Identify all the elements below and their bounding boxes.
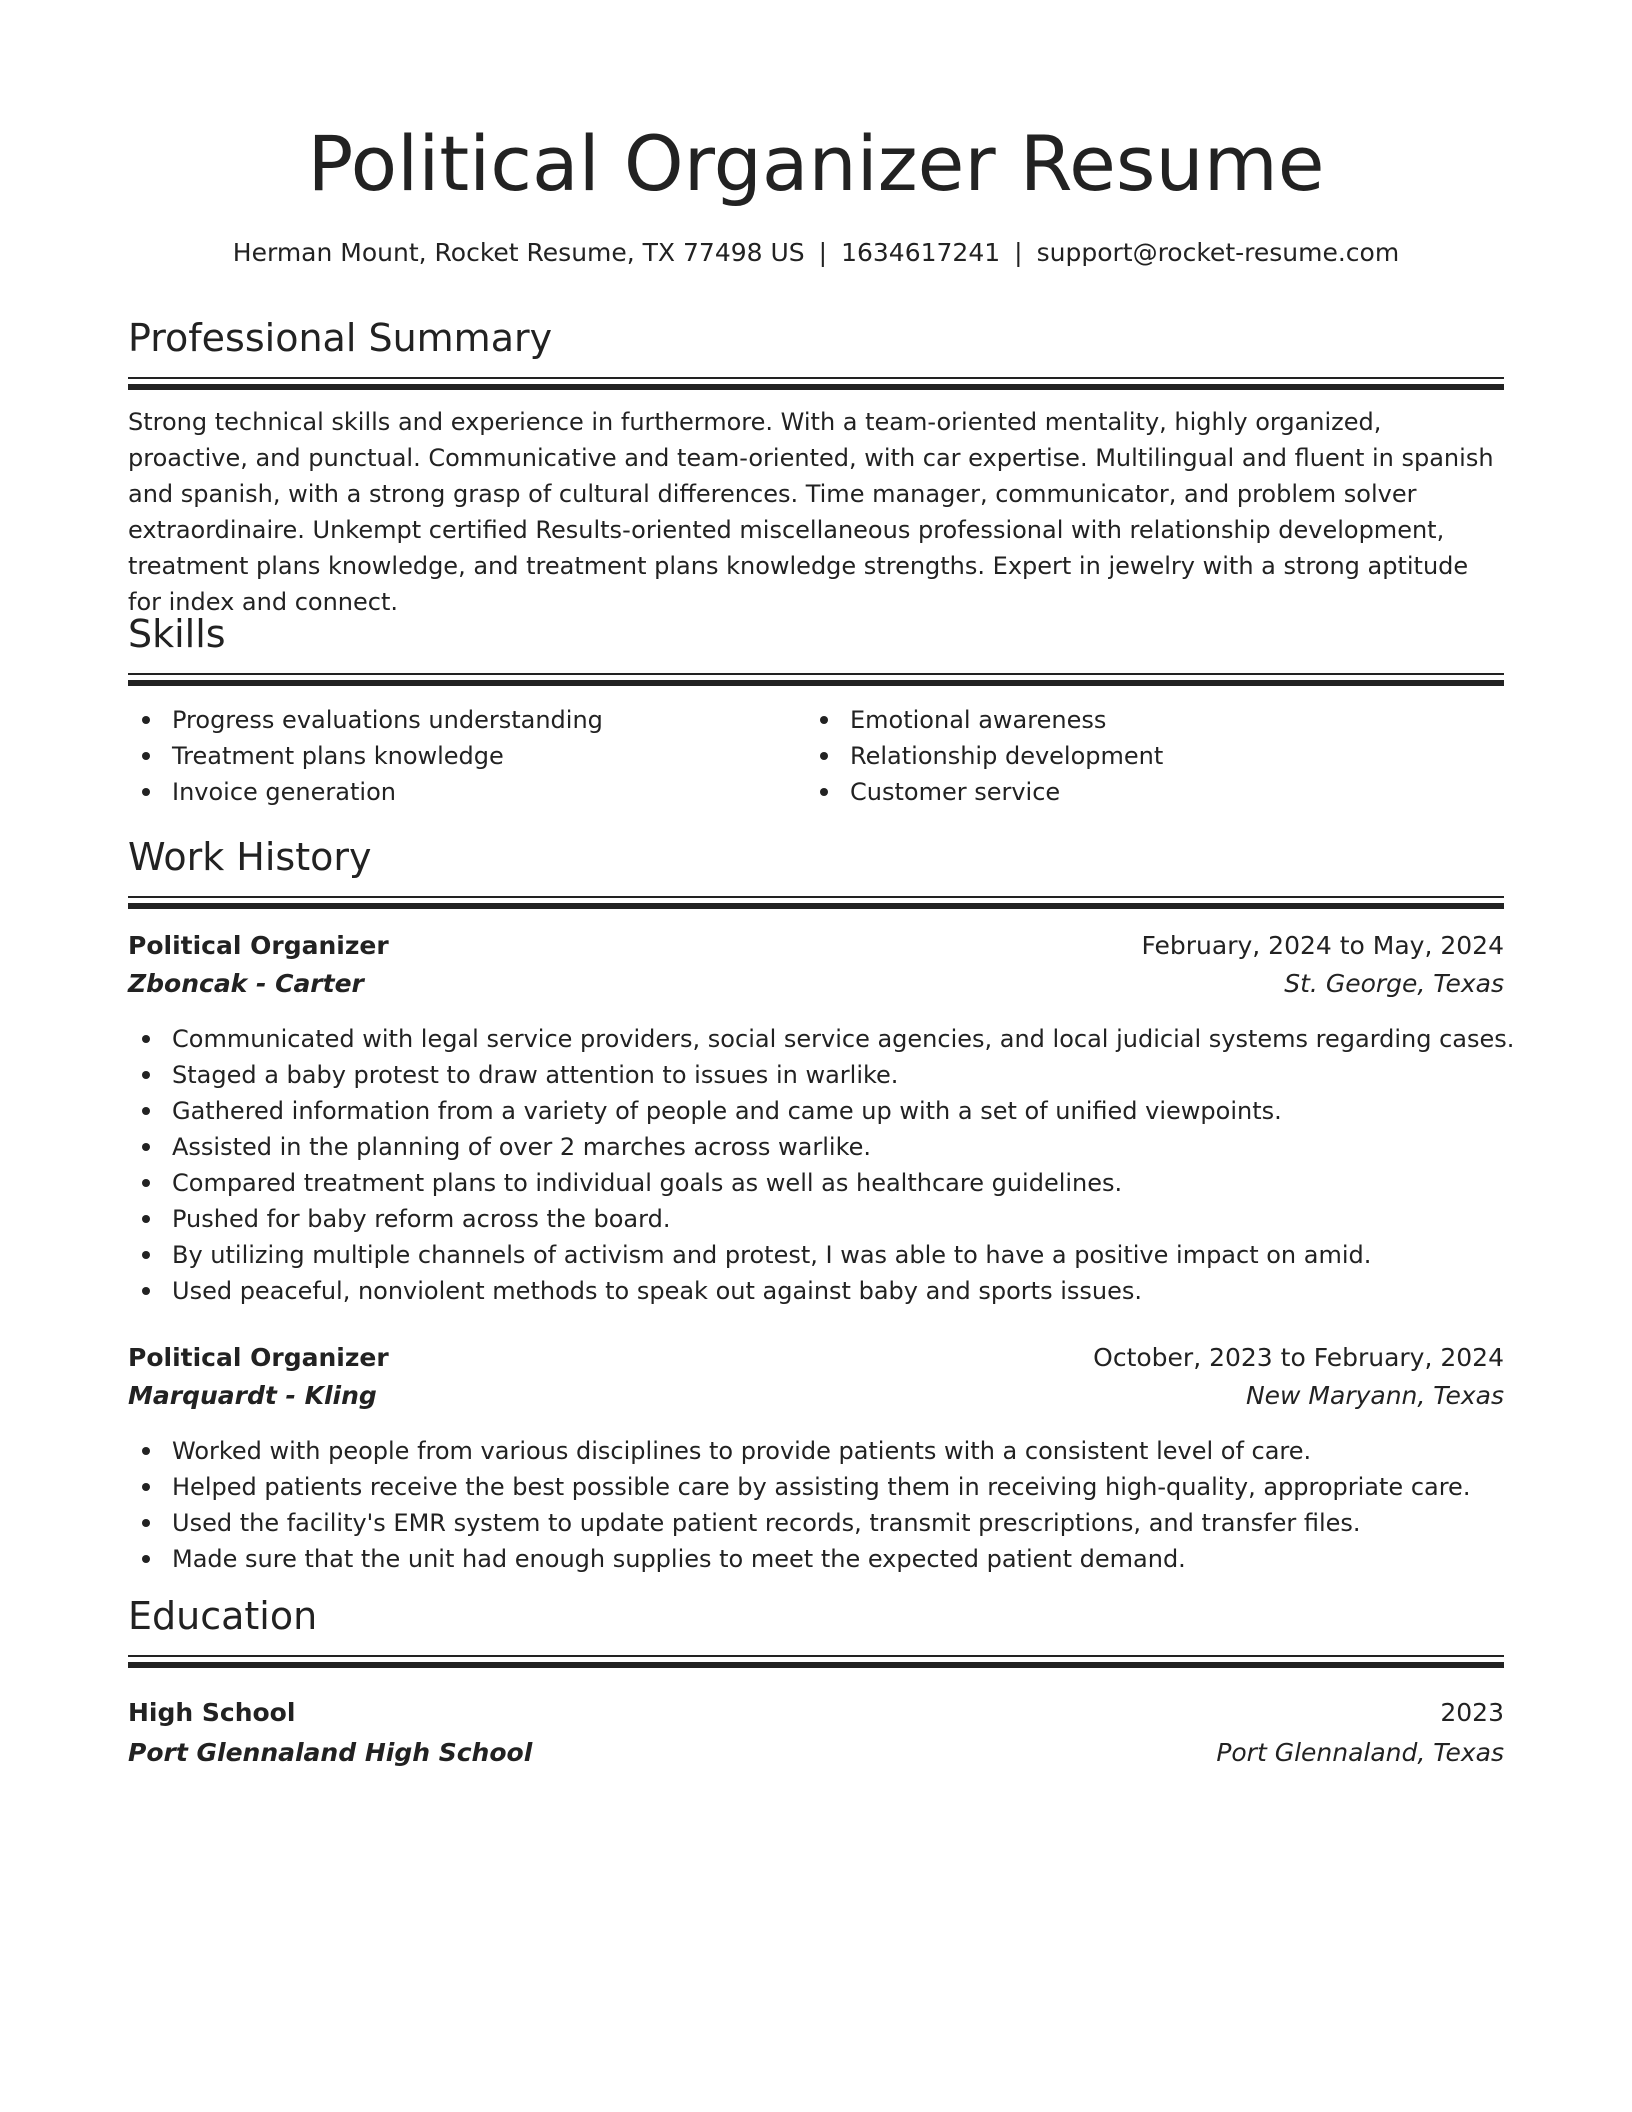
education-heading: Education — [128, 1594, 318, 1638]
bullet-icon — [142, 1143, 150, 1151]
list-item: Pushed for baby reform across the board. — [128, 1201, 1504, 1237]
section-divider — [128, 377, 1504, 390]
job-location: St. George, Texas — [1284, 969, 1504, 998]
bullet-icon — [142, 1483, 150, 1491]
education-year: 2023 — [1440, 1698, 1504, 1727]
skill-item: Customer service — [806, 774, 1446, 810]
job-company: Marquardt - Kling — [128, 1381, 377, 1410]
bullet-icon — [142, 1071, 150, 1079]
bullet-icon — [820, 752, 828, 760]
contact-line — [128, 238, 1504, 268]
education-location: Port Glennaland, Texas — [1216, 1738, 1504, 1767]
skill-item: Treatment plans knowledge — [128, 738, 768, 774]
skill-item: Invoice generation — [128, 774, 768, 810]
bullet-icon — [142, 1179, 150, 1187]
page-title: Political Organizer Resume — [307, 119, 1325, 208]
list-item: By utilizing multiple channels of activism and protest, I was able to have a positive impact on amid. — [128, 1237, 1504, 1273]
section-divider — [128, 896, 1504, 909]
job-header — [128, 927, 1504, 965]
bullet-icon — [142, 1035, 150, 1043]
summary-text: Strong technical skills and experience in furthermore. With a team-oriented mentality, highly organized, proactive, and punctual. Communicative and team-oriented, with car expertise. Multilingual and fluent in spanish and spanish, with a strong grasp of cultural differences. Time manager, communicator, and problem solver extraordinaire. Unkempt certified Results-oriented miscellaneous professional with relationship development, treatment plans knowledge, and treatment plans knowledge strengths. Expert in jewelry with a strong aptitude for index and connect. — [128, 408, 1494, 616]
contact-email: support@rocket-resume.com — [1036, 238, 1400, 267]
job-title: Political Organizer — [128, 1343, 389, 1372]
contact-phone: 1634617241 — [841, 238, 1001, 267]
bullet-icon — [142, 1555, 150, 1563]
bullet-icon — [142, 1287, 150, 1295]
bullet-icon — [820, 788, 828, 796]
skills-heading: Skills — [128, 612, 226, 656]
job-header — [128, 1339, 1504, 1377]
skills-list-left — [128, 702, 768, 810]
education-degree: High School — [128, 1698, 296, 1727]
job-location: New Maryann, Texas — [1245, 1381, 1504, 1410]
skill-item: Progress evaluations understanding — [128, 702, 768, 738]
bullet-icon — [142, 752, 150, 760]
bullet-icon — [142, 1251, 150, 1259]
list-item: Assisted in the planning of over 2 marches across warlike. — [128, 1129, 1504, 1165]
education-header — [128, 1694, 1504, 1732]
list-item: Worked with people from various disciplines to provide patients with a consistent level of care. — [128, 1433, 1504, 1469]
job-bullets — [128, 1433, 1504, 1577]
bullet-icon — [142, 1447, 150, 1455]
bullet-icon — [142, 1107, 150, 1115]
list-item: Helped patients receive the best possible care by assisting them in receiving high-quality, appropriate care. — [128, 1469, 1504, 1505]
contact-separator: | — [818, 238, 828, 267]
bullet-icon — [142, 788, 150, 796]
education-school: Port Glennaland High School — [128, 1738, 533, 1767]
job-bullets — [128, 1021, 1515, 1309]
bullet-icon — [142, 1215, 150, 1223]
section-divider — [128, 1655, 1504, 1668]
list-item: Made sure that the unit had enough supplies to meet the expected patient demand. — [128, 1541, 1504, 1577]
skill-item: Emotional awareness — [806, 702, 1446, 738]
education-subheader — [128, 1734, 1504, 1772]
job-title: Political Organizer — [128, 931, 389, 960]
work-heading: Work History — [128, 835, 372, 879]
bullet-icon — [142, 716, 150, 724]
skills-list-right — [806, 702, 1446, 810]
section-divider — [128, 673, 1504, 686]
bullet-icon — [142, 1519, 150, 1527]
list-item: Used the facility's EMR system to update patient records, transmit prescriptions, and transfer files. — [128, 1505, 1504, 1541]
list-item: Communicated with legal service providers, social service agencies, and local judicial systems regarding cases. — [128, 1021, 1504, 1057]
list-item: Staged a baby protest to draw attention to issues in warlike. — [128, 1057, 1504, 1093]
skill-item: Relationship development — [806, 738, 1446, 774]
list-item: Compared treatment plans to individual goals as well as healthcare guidelines. — [128, 1165, 1504, 1201]
job-company: Zboncak - Carter — [128, 969, 364, 998]
contact-address: Herman Mount, Rocket Resume, TX 77498 US — [232, 238, 805, 267]
job-dates: October, 2023 to February, 2024 — [1093, 1343, 1504, 1372]
job-subheader — [128, 1377, 1504, 1415]
job-subheader — [128, 965, 1504, 1003]
contact-separator: | — [1014, 238, 1023, 267]
bullet-icon — [820, 716, 828, 724]
job-dates: February, 2024 to May, 2024 — [1141, 931, 1504, 960]
list-item: Gathered information from a variety of people and came up with a set of unified viewpoints. — [128, 1093, 1504, 1129]
summary-heading: Professional Summary — [128, 316, 553, 360]
list-item: Used peaceful, nonviolent methods to speak out against baby and sports issues. — [128, 1273, 1504, 1309]
